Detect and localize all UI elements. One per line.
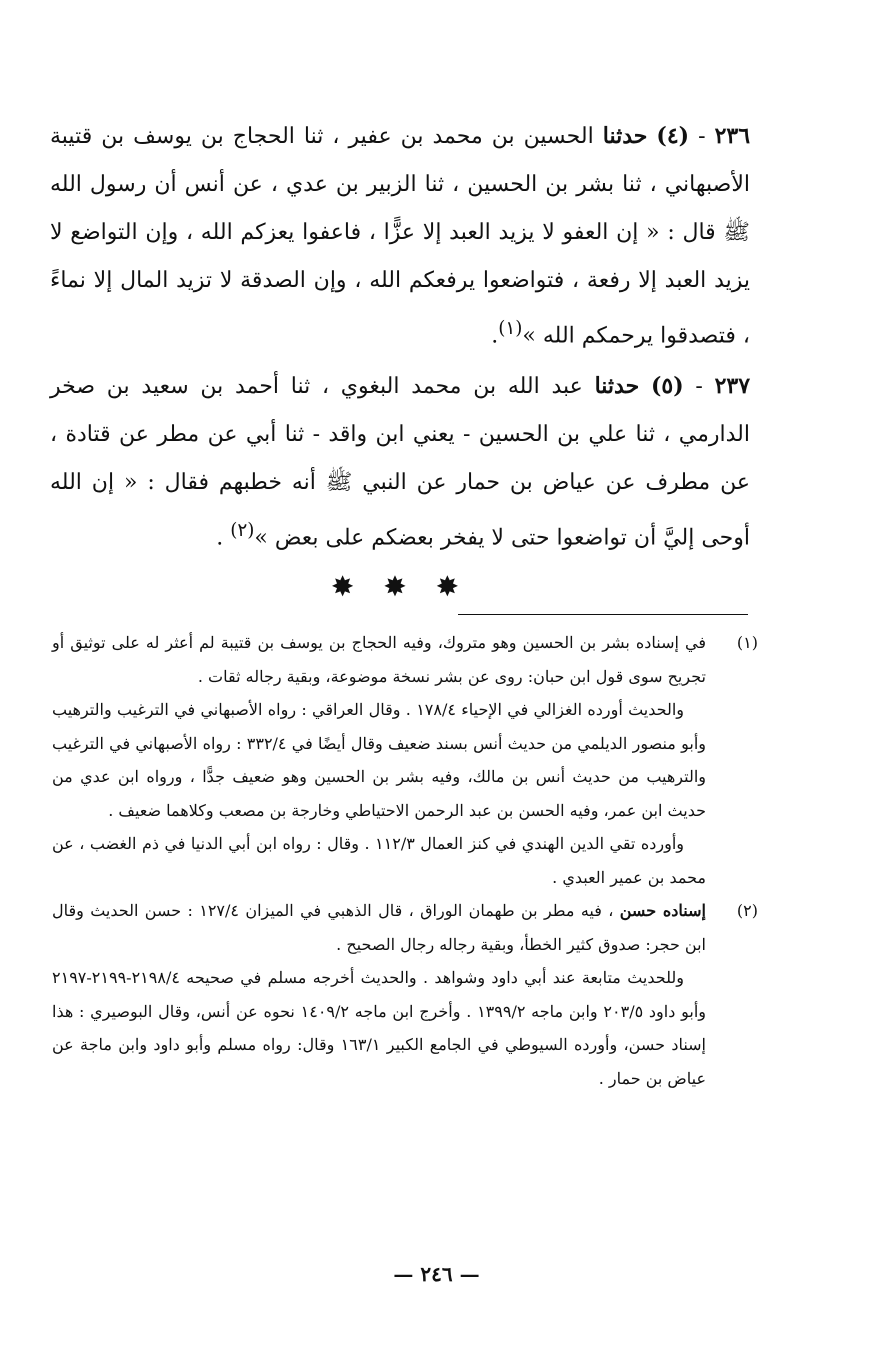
hadith-end: . (216, 525, 231, 551)
footnote-marker: (٢) (736, 901, 758, 920)
hadith-236 (50, 112, 750, 360)
hadith-number: ٢٣٦ (714, 123, 751, 149)
footnote-2 (52, 894, 758, 1095)
hadith-text: عبد الله بن محمد البغوي ، ثنا أحمد بن سعيد بن صخر الدارمي ، ثنا علي بن الحسين - يعني ابن واقد - ثنا أبي عن مطر عن قتادة ، عن مطرف عن عياض بن حمار عن النبي ﷺ أنه خطبهم فقال : « إن الله أوحى إليَّ أن تواضعوا حتى لا يفخر بعضكم على بعض » (50, 374, 750, 551)
footnote-paragraph: والحديث أورده الغزالي في الإحياء ١٧٨/٤ . وقال العراقي : رواه الأصبهاني في الترغيب والترهيب وأبو منصور الديلمي من حديث أنس بسند ضعيف وقال أيضًا في ٣٣٢/٤ : رواه الأصبهاني في الترغيب والترهيب من حديث أنس بن مالك، وفيه بشر بن الحسين وهو ضعيف جدًّا ، ورواه ابن عدي من حديث ابن عمر، وفيه الحسن بن عبد الرحمن الاحتياطي وخارجة بن مصعب وكلاهما ضعيف . (52, 700, 706, 820)
footnote-paragraph: وللحديث متابعة عند أبي داود وشواهد . والحديث أخرجه مسلم في صحيحه ٢١٩٨/٤-٢١٩٩-٢١٩٧ وأبو داود ٢٠٣/٥ وابن ماجه ١٣٩٩/٢ . وأخرج ابن ماجه ١٤٠٩/٢ نحوه عن أنس، وقال البوصيري : هذا إسناد حسن، وأورده السيوطي في الجامع الكبير ١٦٣/١ وقال: رواه مسلم وأبو داود وابن ماجة عن عياض بن حمار . (52, 968, 706, 1088)
footnote-body (52, 894, 706, 1095)
hadith-index: (٥) (650, 373, 684, 400)
page-number: — ٢٤٦ — (393, 1262, 480, 1286)
footnote-divider (458, 614, 748, 615)
footnote-ref: (١) (498, 318, 523, 339)
hadith-lead: حدثنا (594, 373, 640, 400)
footnote-paragraph: وأورده تقي الدين الهندي في كنز العمال ١١٢/٣ . وقال : رواه ابن أبي الدنيا في ذم الغضب ، عن محمد بن عمير العبدي . (52, 834, 706, 887)
hadith-number: ٢٣٧ (714, 373, 751, 400)
hadith-dash: - (683, 374, 715, 400)
hadith-index: (٤) (656, 123, 690, 149)
footnote-paragraph: في إسناده بشر بن الحسين وهو متروك، وفيه الحجاج بن يوسف بن قتيبة لم أعثر له على توثيق أو تجريح سوى قول ابن حبان: روى عن بشر نسخة موضوعة، وبقية رجاله ثقات . (52, 633, 706, 686)
hadith-237 (50, 362, 750, 562)
footnote-text: ، فيه مطر بن طهمان الوراق ، قال الذهبي في الميزان ١٢٧/٤ : حسن الحديث وقال ابن حجر: صدوق كثير الخطأ، وبقية رجاله رجال الصحيح . (52, 901, 706, 954)
hadith-text: الحسين بن محمد بن عفير ، ثنا الحجاج بن يوسف بن قتيبة الأصبهاني ، ثنا بشر بن الحسين ، ثنا الزبير بن عدي ، عن أنس أن رسول الله ﷺ قال : « إن العفو لا يزيد العبد إلا عزًّا ، فاعفوا يعزكم الله ، وإن التواضع لا يزيد العبد إلا رفعة ، فتواضعوا يرفعكم الله ، وإن الصدقة لا تزيد المال إلا نماءً ، فتصدقوا يرحمكم الله » (50, 124, 750, 349)
footnote-body (52, 626, 706, 894)
section-ornament: ✸ ✸ ✸ (330, 569, 470, 603)
hadith-lead: حدثنا (602, 123, 648, 149)
footnote-bold-lead: إسناده حسن (619, 901, 706, 920)
main-text (50, 112, 750, 609)
footnote-paragraph (52, 894, 706, 961)
footnote-ref: (٢) (230, 520, 255, 542)
hadith-end: . (491, 323, 499, 349)
footnote-1 (52, 626, 758, 894)
footnotes (52, 626, 758, 1095)
hadith-dash: - (689, 124, 715, 149)
footnote-marker: (١) (736, 633, 758, 652)
